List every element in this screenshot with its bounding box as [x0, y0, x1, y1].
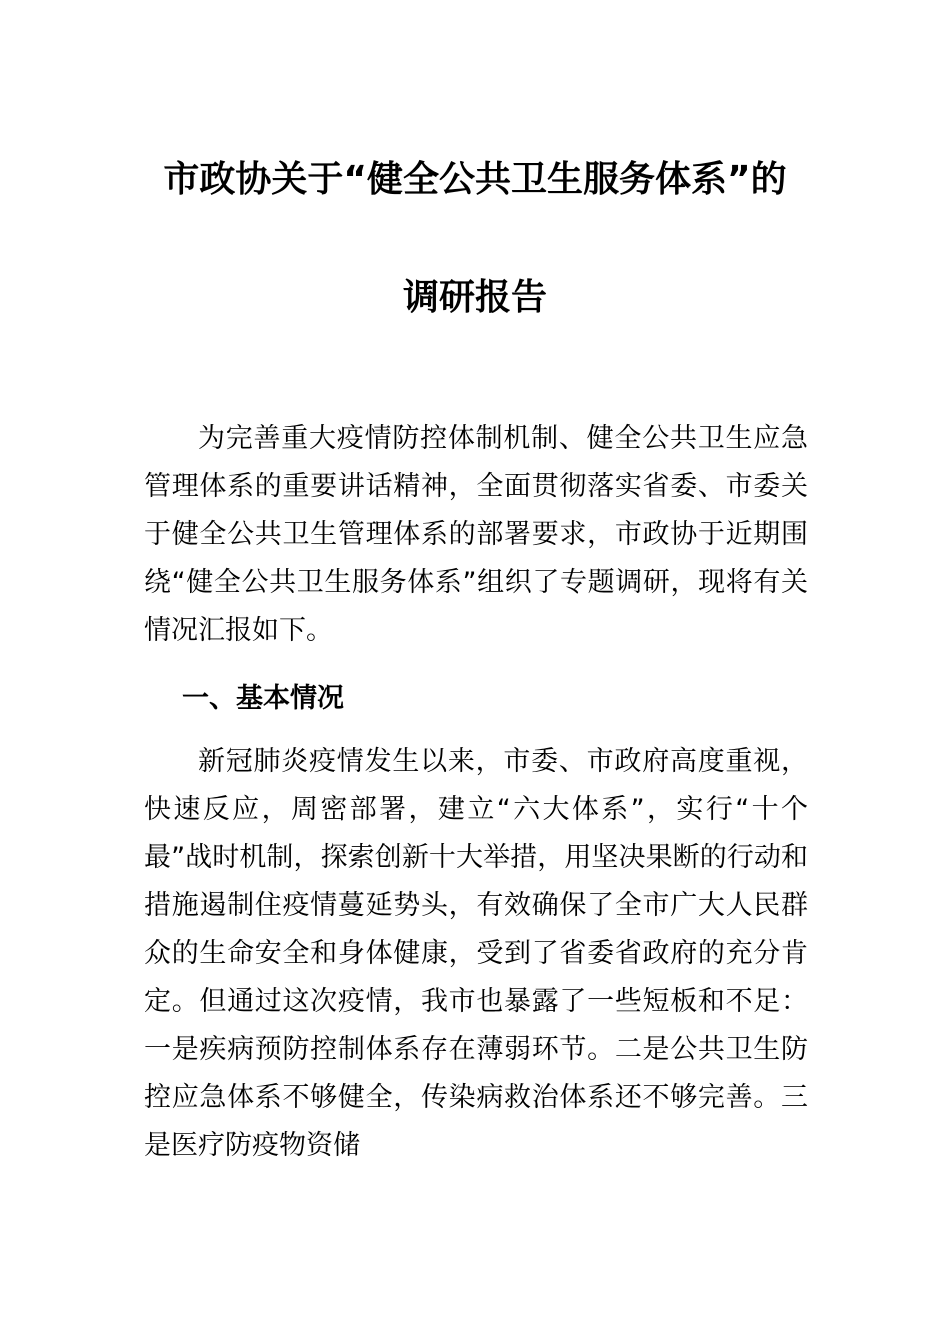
- section-heading-basic-situation: 一、基本情况: [182, 683, 344, 714]
- section-paragraph-basic-situation: 新冠肺炎疫情发生以来，市委、市政府高度重视，快速反应，周密部署，建立“六大体系”，实行“十个最”战时机制，探索创新十大举措，用坚决果断的行动和措施遏制住疫情蔓延势头，有效确保了全市广大人民群众的生命安全和身体健康，受到了省委省政府的充分肯定。但通过这次疫情，我市也暴露了一些短板和不足：一是疾病预防控制体系存在薄弱环节。二是公共卫生防控应急体系不够健全，传染病救治体系还不够完善。三是医疗防疫物资储: [144, 746, 808, 1161]
- intro-paragraph: 为完善重大疫情防控体制机制、健全公共卫生应急管理体系的重要讲话精神，全面贯彻落实省委、市委关于健全公共卫生管理体系的部署要求，市政协于近期围绕“健全公共卫生服务体系”组织了专题调研，现将有关情况汇报如下。: [144, 423, 808, 646]
- document-title-line-2: 调研报告: [402, 277, 547, 318]
- document-title-line-1: 市政协关于“健全公共卫生服务体系”的: [163, 159, 787, 200]
